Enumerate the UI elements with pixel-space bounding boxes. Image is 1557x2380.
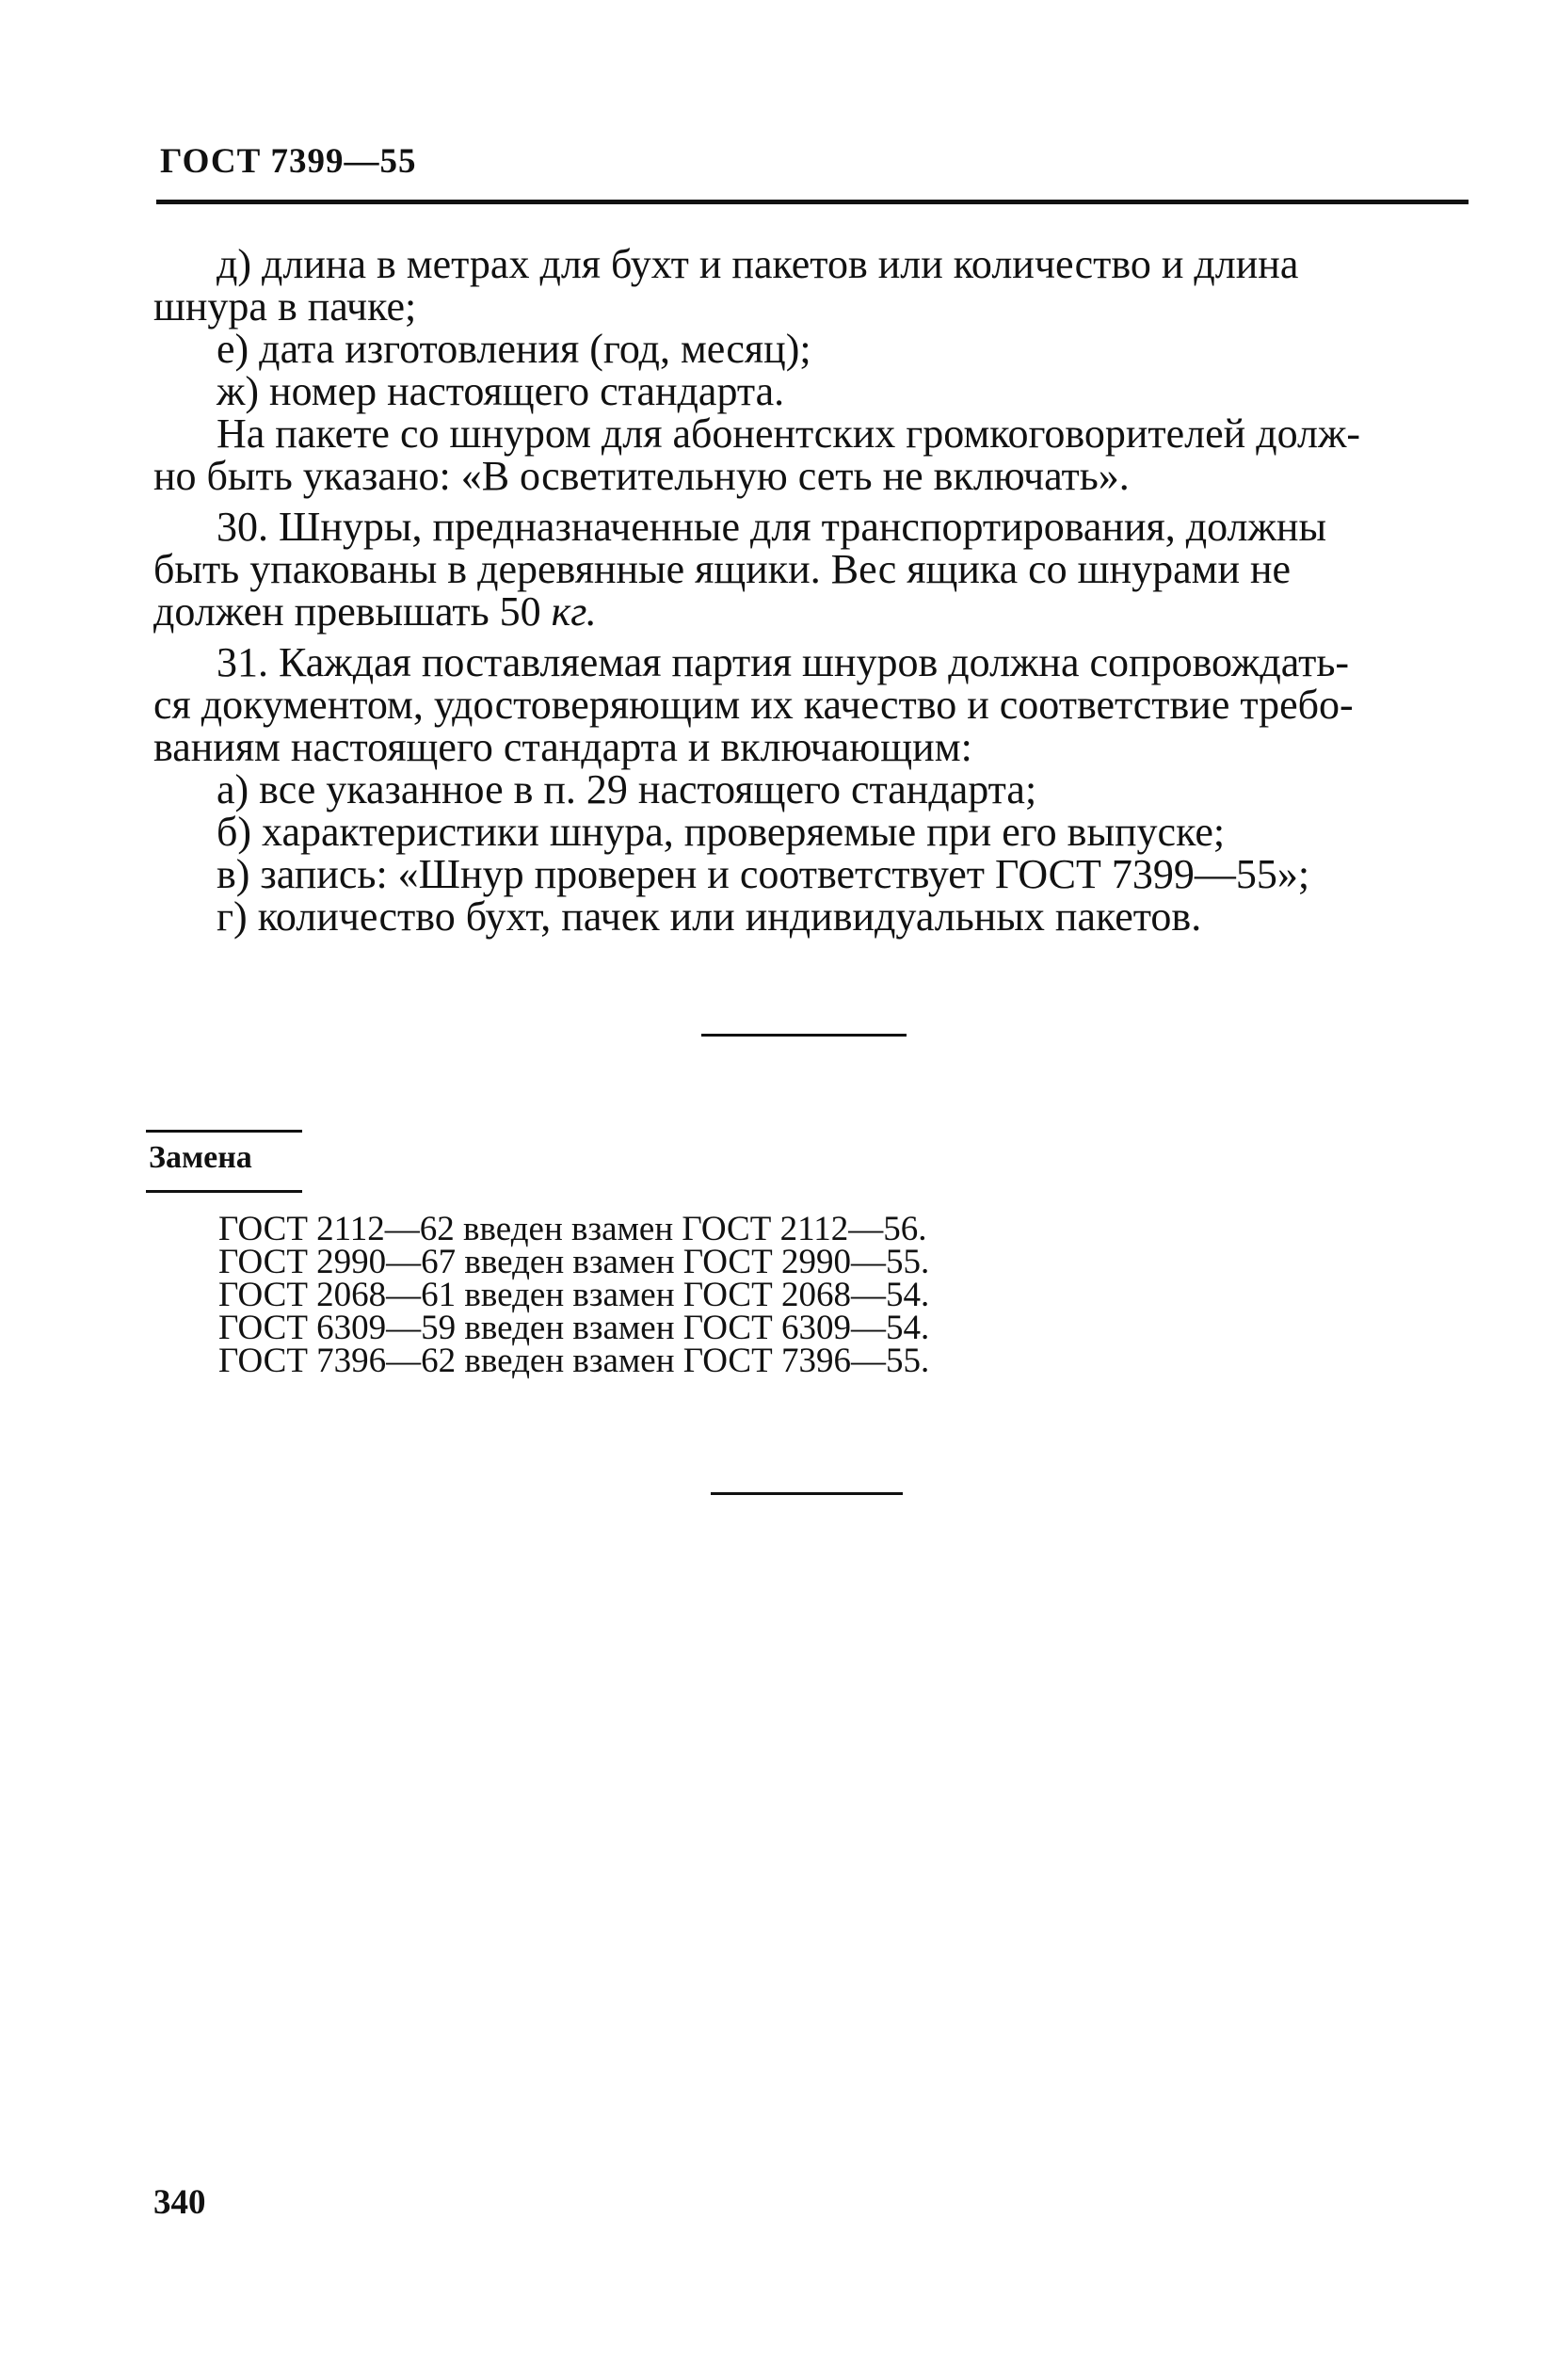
sub-item-b: б) характеристики шнура, проверяемые при его выпуске; — [217, 809, 1226, 855]
p30-line2: быть упакованы в деревянные ящики. Вес ящика со шнурами не — [153, 546, 1292, 592]
end-divider — [711, 1492, 903, 1495]
zamena-item: ГОСТ 2068—61 введен взамен ГОСТ 2068—54. — [218, 1276, 930, 1314]
header-rule — [156, 200, 1469, 204]
zamena-top-rule — [146, 1130, 302, 1133]
zamena-title: Замена — [149, 1140, 252, 1175]
running-head: ГОСТ 7399—55 — [160, 142, 417, 181]
p30-line3 — [153, 590, 1473, 633]
note-line2: но быть указано: «В осветительную сеть не включать». — [153, 453, 1130, 499]
item-zh: ж) номер настоящего стандарта. — [217, 368, 785, 414]
zamena-bottom-rule — [146, 1190, 302, 1193]
p30-line3-text: должен превышать 50 — [153, 588, 541, 635]
sub-item-g: г) количество бухт, пачек или индивидуальных пакетов. — [217, 893, 1202, 940]
sub-item-v: в) запись: «Шнур проверен и соответствует ГОСТ 7399—55»; — [217, 851, 1310, 897]
item-d-line2: шнура в пачке; — [153, 283, 417, 330]
p30-line1: 30. Шнуры, предназначенные для транспортирования, должны — [217, 504, 1327, 550]
p31-line2: ся документом, удостоверяющим их качество и соответствие требо- — [153, 682, 1354, 728]
section-divider — [701, 1034, 907, 1037]
zamena-item: ГОСТ 2990—67 введен взамен ГОСТ 2990—55. — [218, 1243, 930, 1281]
zamena-list — [218, 1210, 930, 1380]
note-line1: На пакете со шнуром для абонентских громкоговорителей долж- — [217, 410, 1361, 457]
page-number: 340 — [153, 2183, 206, 2222]
zamena-item: ГОСТ 2112—62 введен взамен ГОСТ 2112—56. — [218, 1210, 927, 1248]
zamena-item: ГОСТ 7396—62 введен взамен ГОСТ 7396—55. — [218, 1342, 930, 1380]
item-d-line1: д) длина в метрах для бухт и пакетов или количество и длина — [217, 241, 1299, 287]
p31-line1: 31. Каждая поставляемая партия шнуров должна сопровождать- — [217, 639, 1350, 685]
sub-item-a: а) все указанное в п. 29 настоящего стандарта; — [217, 766, 1037, 812]
item-e: е) дата изготовления (год, месяц); — [217, 326, 811, 372]
zamena-item: ГОСТ 6309—59 введен взамен ГОСТ 6309—54. — [218, 1309, 930, 1347]
p30-unit: кг. — [551, 588, 597, 635]
p31-line3: ваниям настоящего стандарта и включающим: — [153, 724, 972, 770]
body-text — [153, 243, 1473, 938]
